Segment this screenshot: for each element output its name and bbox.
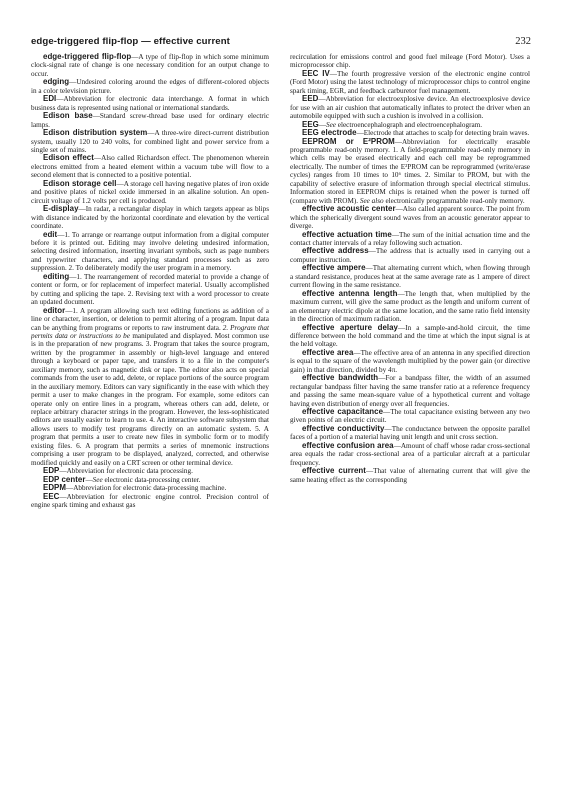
entry-term: EEC: [43, 491, 60, 501]
entry-term: effective address: [302, 246, 369, 256]
entry-definition: —Abbreviation for electrically erasable programmable read-only memory. 1. A field-programmable read-only memory in which cells may be erased electrically and each cell may be reprogrammed electrically. The number of times the E²PROM can be reprogrammed (write/erase cycles) ranges from 10 times to 10⁶ times. 2. Similar to PROM, but with the capability of selective erasure of information through special electrical stimulus. Information stored in EEPROM chips is retained when the power is turned off (compare with PROM).: [290, 137, 530, 205]
entry-term: effective ampere: [302, 263, 366, 273]
dictionary-entry: [290, 374, 530, 408]
entry-definition: —A type of flip-flop in which some minimum clock-signal rate of change is one necessary condition for an output change to occur.: [31, 53, 269, 78]
entry-definition: —A three-wire direct-current distribution system, usually 120 to 240 volts, for combined light and power service from a single set of mains.: [31, 129, 269, 154]
entry-term: Edison effect: [43, 153, 94, 163]
entry-definition-cont: manipulated and displayed. Most common use is in the preparation of new programs. 3. Program that takes the source program, written by the programmer in assembly or high-level language and entered through a keyboard or paper tape, and transfers it to a file in the computer's auxiliary memory, such as magnetic disk or tape. The editor also acts on special commands from the user to add, delete, or replace portions of the source program in the auxiliary memory. Editors can vary significantly in the ease with which they permit a user to make changes in the program. For example, some editors can operate only on entire lines in a program, whereas others can add, delete, or replace arbitrary character strings in the program. However, the less-sophisticated editors are usually easier to learn to use. 4. An interactive software subsystem that allows users to modify test programs directly on an automatic system. 5. A program that permits a user to create new files in symbolic form or to modify existing files. 6. A program that permits a series of mnemonic instructions comprising a user program to be displayed, analyzed, corrected, and otherwise modified quickly and easily on a CRT screen or other terminal device.: [31, 331, 269, 467]
entry-term: effective capacitance: [302, 407, 384, 417]
entry-term: effective acoustic center: [302, 204, 396, 214]
entry-term: Edison distribution system: [43, 128, 148, 138]
dictionary-entry: [31, 154, 269, 179]
dictionary-entry: [290, 442, 530, 467]
dictionary-entry: [31, 129, 269, 154]
dictionary-entry: [31, 484, 269, 492]
dictionary-entry: [31, 476, 269, 484]
dictionary-entry: [290, 70, 530, 95]
dictionary-entry: [31, 273, 269, 307]
dictionary-entry: [31, 231, 269, 273]
entry-term: EEC IV: [302, 68, 330, 78]
see-reference: See: [326, 120, 336, 129]
dictionary-entry: [31, 78, 269, 95]
dictionary-entry: [290, 264, 530, 289]
entry-term: EDP: [43, 466, 60, 476]
entry-definition: —Abbreviation for electronic data interchange. A format in which business data is represented using national or international standards.: [31, 95, 269, 112]
entry-term: EDP center: [43, 474, 86, 484]
entry-term: EDI: [43, 94, 57, 104]
entry-definition: —Also called Richardson effect. The phenomenon wherein electrons emitted from a heated element within a vacuum tube will flow to a second element that is connected to a positive potential.: [31, 154, 269, 180]
entry-definition-cont: electronically programmable read-only memory.: [383, 196, 525, 205]
entry-term: EEG: [302, 119, 319, 129]
entry-definition: —In a sample-and-hold circuit, the time difference between the hold command and the time at which the input signal is at the held voltage.: [290, 323, 530, 349]
see-reference: See: [92, 475, 103, 484]
entry-definition: —That alternating current which, when flowing through a standard resistance, produces heat at the same average rate as 1 ampere of direct current flowing in the same resistance.: [290, 264, 530, 290]
entry-definition: —: [318, 120, 327, 129]
entry-term: effective confusion area: [302, 440, 394, 450]
dictionary-entry: [31, 493, 269, 510]
dictionary-entry: [31, 112, 269, 129]
entry-term: EED: [302, 94, 319, 104]
entry-term: editor: [43, 305, 66, 315]
dictionary-entry: [290, 349, 530, 374]
entry-term: effective current: [302, 466, 366, 476]
dictionary-entry: [31, 307, 269, 468]
entry-definition: —The length that, when multiplied by the maximum current, will give the same product as the length and uniform current of an elementary electric dipole at the same location, and the same ratio field intensity in the direction of maximum radiation.: [290, 289, 530, 324]
entry-definition: —In radar, a rectangular display in which targets appear as blips with distance indicated by the horizontal coordinate and elevation by the vertical coordinate.: [31, 205, 269, 231]
entry-definition: —Amount of chaff whose radar cross-sectional area equals the radar cross-sectional area of a particular aircraft at a particular frequency.: [290, 441, 530, 467]
dictionary-entry: [31, 95, 269, 112]
entry-definition: —Abbreviation for electronic data-processing machine.: [66, 484, 227, 493]
dictionary-entry: [290, 324, 530, 349]
entry-term: effective bandwidth: [302, 373, 379, 383]
entry-term: editing: [43, 271, 70, 281]
entry-definition: —Undesired coloring around the edges of different-colored objects in a color television picture.: [31, 78, 269, 95]
entry-definition: —For a bandpass filter, the width of an assumed rectangular bandpass filter having the same transfer ratio at a reference frequency and passing the same mean-square value of a hypothetical current and voltage having even distribution of energy over all frequencies.: [290, 374, 530, 408]
dictionary-entry: [290, 467, 530, 484]
dictionary-entry: [290, 290, 530, 324]
left-column: [31, 53, 269, 790]
entry-definition: —The address that is actually used in carrying out a computer instruction.: [290, 247, 530, 264]
entry-definition: —Standard screw-thread base used for ordinary electric lamps.: [31, 112, 269, 129]
dictionary-entry: [31, 53, 269, 78]
dictionary-entry: [290, 408, 530, 425]
entry-term: E-display: [43, 204, 79, 214]
entry-term: effective actuation time: [302, 229, 392, 239]
entry-term: effective area: [302, 347, 354, 357]
entry-definition: —Electrode that attaches to scalp for detecting brain waves.: [356, 129, 530, 138]
entry-term: edit: [43, 229, 58, 239]
entry-definition: —Abbreviation for electroexplosive device. An electroexplosive device for use with an air cushion that automatically inflates to protect the driver when an automobile equipped with such a cushion is involved in a collision.: [290, 95, 530, 121]
dictionary-entry: [290, 138, 530, 206]
entry-definition: —Also called apparent source. The point from which the spherically divergent sound waves from an acoustic generator appear to diverge.: [290, 205, 530, 231]
page-header: [31, 36, 531, 50]
entry-term: Edison base: [43, 111, 93, 121]
entry-term: EEPROM or E²PROM: [302, 136, 395, 146]
entry-definition: —The conductance between the opposite parallel faces of a portion of a material having unit length and unit cross section.: [290, 424, 530, 442]
entry-definition: —1. The rearrangement of recorded material to provide a change of content or form, or for replacement of imperfect material. Usually accomplished by cutting and splicing the tape. 2. Revising text with a word processor to create an updated document.: [31, 272, 269, 307]
page-number: 232: [515, 36, 531, 47]
entry-definition: —The total capacitance existing between any two given points of an electric circuit.: [290, 408, 530, 425]
dictionary-entry-continued: [290, 53, 530, 70]
running-head: edge-triggered flip-flop — effective current: [31, 36, 230, 47]
entry-definition: —Abbreviation for electronic engine control. Precision control of engine spark timing and exhaust gas: [31, 492, 269, 510]
entry-definition: —The fourth progressive version of the electronic engine control (Ford Motor) using the latest technology of microprocessor chips to control engine spark timing, EGR, and feedback carburetor fuel management.: [290, 69, 530, 95]
right-column: [290, 53, 530, 790]
dictionary-entry: [31, 205, 269, 230]
entry-definition: —The sum of the initial actuation time and the contact chatter intervals of a relay following such actuation.: [290, 230, 530, 247]
entry-definition-italic: 2. Program that permits data or instructions to be: [31, 323, 269, 340]
entry-definition-cont: electronic data-processing center.: [102, 475, 201, 484]
entry-definition-cont: electroencephalograph and electroencephalogram.: [336, 120, 483, 129]
entry-term: effective antenna length: [302, 288, 398, 298]
dictionary-entry: [290, 231, 530, 248]
entry-term: Edison storage cell: [43, 178, 117, 188]
entry-term: edge-triggered flip-flop: [43, 53, 132, 61]
entry-term: effective aperture delay: [302, 322, 399, 332]
entry-term: EEG electrode: [302, 128, 357, 138]
entry-definition: —1. To arrange or rearrange output information from a digital computer before it is printed out. Editing may involve deleting undesired information, selecting desired information, inserting invariant symbols, such as page numbers and typewriter characters, and applying standard processes such as zero suppression. 2. To deliberately modify the user program in a memory.: [31, 230, 269, 273]
entry-term: edging: [43, 77, 70, 87]
entry-definition: —Abbreviation for electronic data processing.: [59, 467, 193, 476]
entry-term: EDPM: [43, 483, 66, 493]
dictionary-entry: [290, 95, 530, 120]
entry-definition: —: [85, 475, 93, 484]
dictionary-entry: [290, 205, 530, 230]
dictionary-entry: [31, 180, 269, 205]
dictionary-entry: [290, 425, 530, 442]
entry-term: effective conductivity: [302, 423, 385, 433]
entry-definition: —That value of alternating current that will give the same heating effect as the corresponding: [290, 467, 530, 484]
entry-definition: recirculation for emissions control and good fuel mileage (Ford Motor). Uses a microprocessor chip.: [290, 53, 530, 70]
entry-definition: —The effective area of an antenna in any specified direction is equal to the square of the wavelength multiplied by the power gain (or directive gain) in that direction, divided by 4π.: [290, 348, 530, 374]
entry-definition: —1. A program allowing such text editing functions as addition of a line or character, insertion, or deletion to permit altering of a program. Input data can be anything from programs or reports to raw instrument data.: [31, 306, 269, 332]
entry-definition: —A storage cell having negative plates of iron oxide and positive plates of nickel oxide immersed in an alkaline solution. An open-circuit voltage of 1.2 volts per cell is produced.: [31, 179, 269, 205]
see-reference: See also: [359, 196, 384, 205]
dictionary-entry: [290, 247, 530, 264]
